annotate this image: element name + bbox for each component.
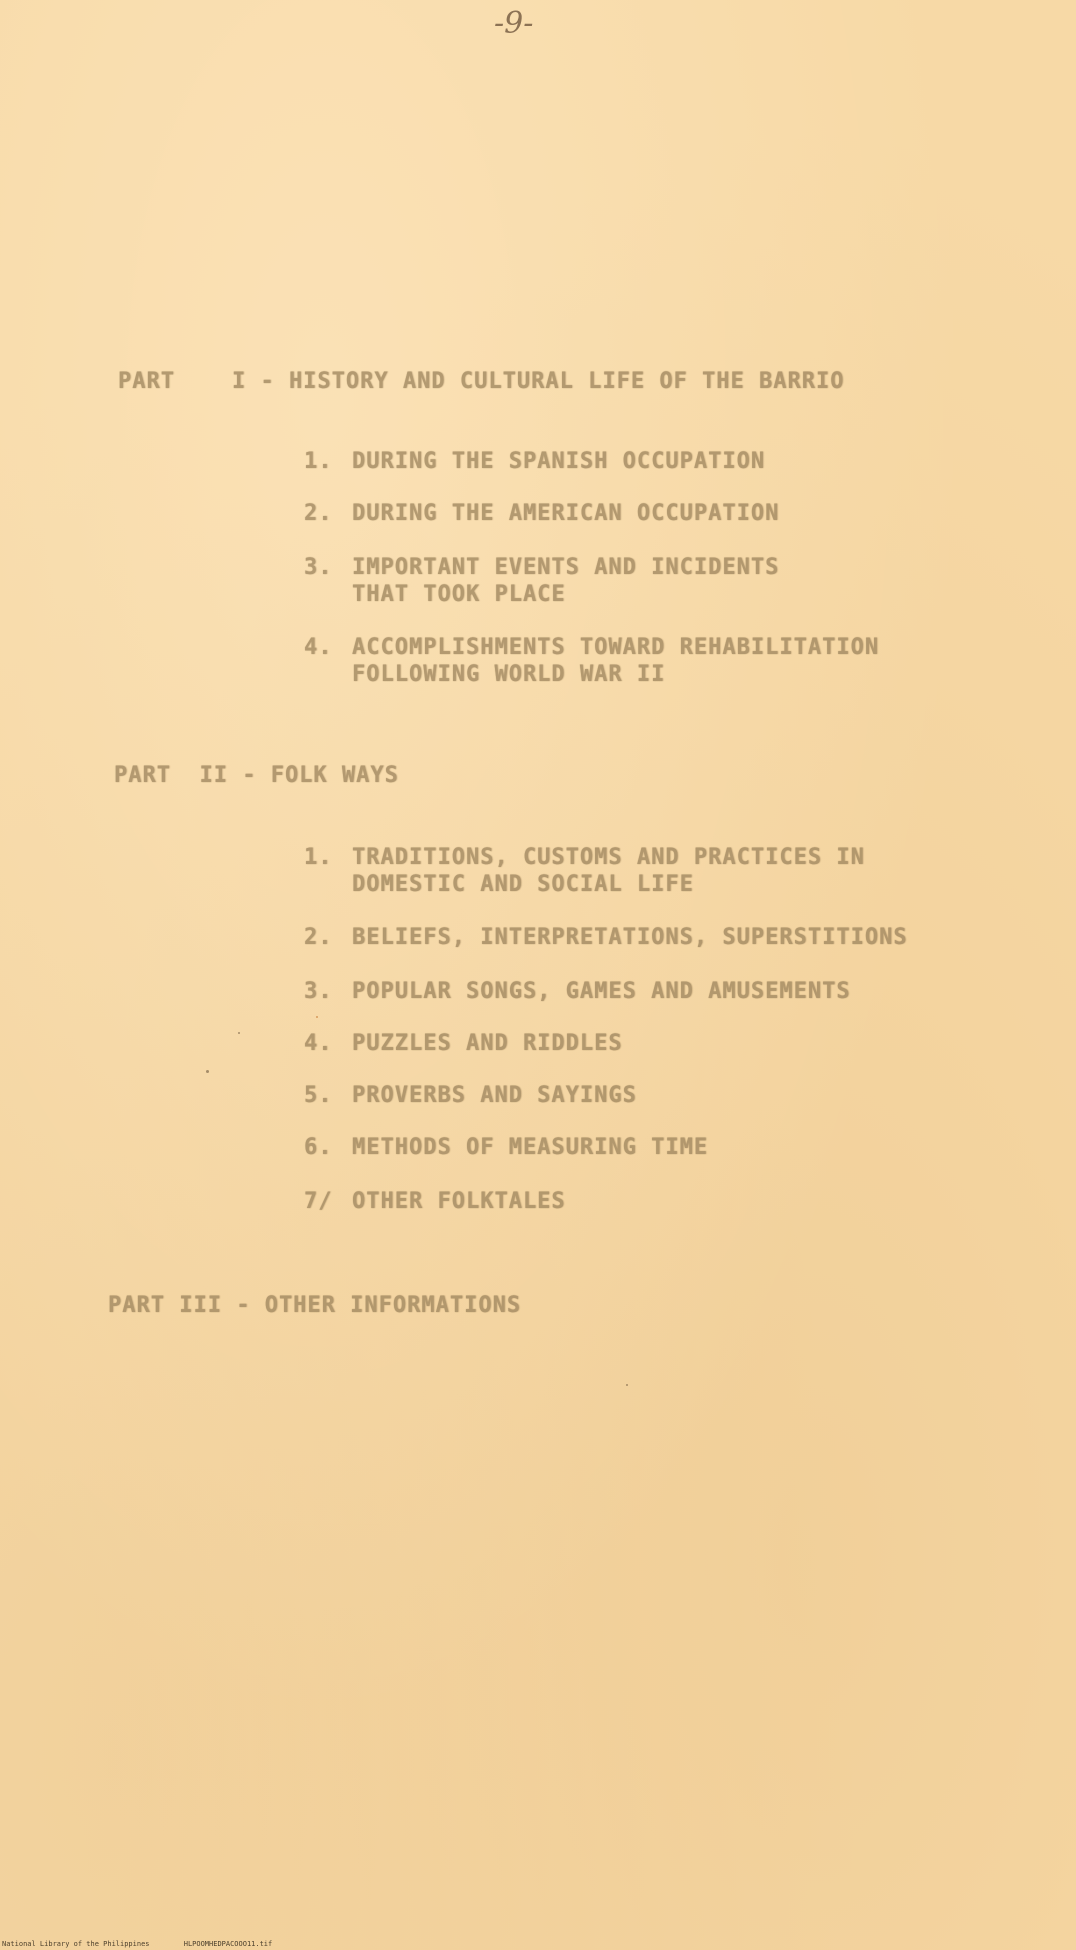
item-text: TRADITIONS, CUSTOMS AND PRACTICES IN DOMESTIC AND SOCIAL LIFE bbox=[352, 845, 865, 897]
item-text: IMPORTANT EVENTS AND INCIDENTS THAT TOOK PLACE bbox=[352, 555, 780, 607]
part-3-heading: PART III - OTHER INFORMATIONS bbox=[108, 1293, 522, 1318]
item-number: 2. bbox=[304, 925, 333, 950]
item-number: 7/ bbox=[304, 1189, 333, 1214]
part-1-heading: PART I - HISTORY AND CULTURAL LIFE OF THE BARRIO bbox=[118, 369, 845, 394]
part-2-heading: PART II - FOLK WAYS bbox=[114, 763, 399, 788]
item-number: 4. bbox=[304, 1031, 333, 1056]
paper-speck bbox=[206, 1070, 209, 1073]
item-text: POPULAR SONGS, GAMES AND AMUSEMENTS bbox=[352, 979, 851, 1004]
scan-footer bbox=[2, 1940, 272, 1948]
item-text: PUZZLES AND RIDDLES bbox=[352, 1031, 623, 1056]
item-number: 2. bbox=[304, 501, 333, 526]
item-text: PROVERBS AND SAYINGS bbox=[352, 1083, 637, 1108]
page-number: -9- bbox=[494, 6, 534, 41]
item-text: OTHER FOLKTALES bbox=[352, 1189, 566, 1214]
library-credit: National Library of the Philippines bbox=[2, 1940, 150, 1948]
item-text: DURING THE SPANISH OCCUPATION bbox=[352, 449, 766, 474]
item-number: 6. bbox=[304, 1135, 333, 1160]
item-text: BELIEFS, INTERPRETATIONS, SUPERSTITIONS bbox=[352, 925, 908, 950]
item-number: 4. bbox=[304, 635, 333, 660]
item-number: 3. bbox=[304, 979, 333, 1004]
item-text: ACCOMPLISHMENTS TOWARD REHABILITATION FOLLOWING WORLD WAR II bbox=[352, 635, 880, 687]
item-number: 5. bbox=[304, 1083, 333, 1108]
item-number: 1. bbox=[304, 449, 333, 474]
scan-filename: HLPOOMHEDPACOOO11.tif bbox=[183, 1940, 273, 1948]
item-text: DURING THE AMERICAN OCCUPATION bbox=[352, 501, 780, 526]
item-number: 3. bbox=[304, 555, 333, 580]
item-text: METHODS OF MEASURING TIME bbox=[352, 1135, 709, 1160]
item-number: 1. bbox=[304, 845, 333, 870]
paper-speck bbox=[316, 1016, 318, 1018]
paper-speck bbox=[626, 1384, 628, 1386]
paper-speck bbox=[238, 1032, 240, 1034]
